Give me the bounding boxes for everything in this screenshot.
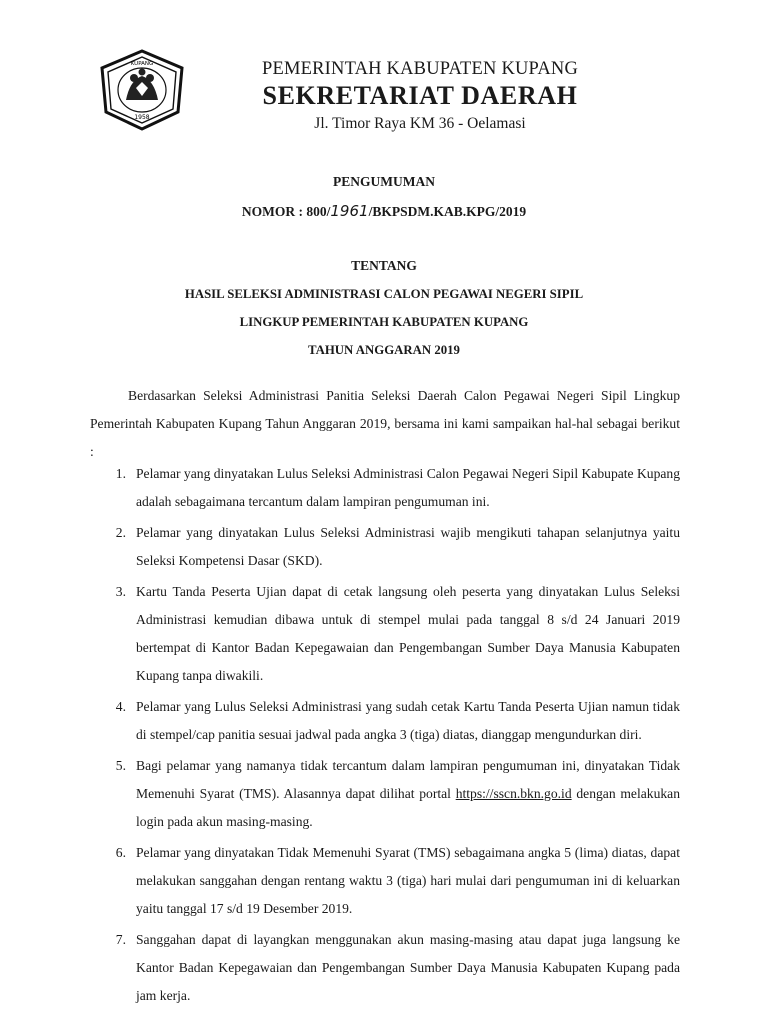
list-item: 4. Pelamar yang Lulus Seleksi Administrasi yang sudah cetak Kartu Tanda Peserta Ujian namun tidak di stempel/cap panitia sesuai jadwal pada angka 3 (tiga) diatas, dianggap mengundurkan diri.	[115, 699, 680, 742]
list-item: 1. Pelamar yang dinyatakan Lulus Seleksi Administrasi Calon Pegawai Negeri Sipil Kabupate Kupang adalah sebagaimana tercantum dalam lampiran pengumuman ini.	[115, 466, 681, 509]
letterhead-address: Jl. Timor Raya KM 36 - Oelamasi	[314, 115, 526, 132]
announcement-list	[90, 460, 680, 1013]
list-item: 2. Pelamar yang dinyatakan Lulus Seleksi Administrasi wajib mengikuti tahapan selanjutnya yaitu Seleksi Kompetensi Dasar (SKD).	[115, 525, 680, 568]
subject-line-2: LINGKUP PEMERINTAH KABUPATEN KUPANG	[239, 315, 529, 329]
intro-paragraph: Berdasarkan Seleksi Administrasi Panitia Seleksi Daerah Calon Pegawai Negeri Sipil Lingkup Pemerintah Kabupaten Kupang Tahun Anggaran 2019, bersama ini kami sampaikan hal-hal sebagai berikut :	[90, 388, 680, 459]
letterhead-government: PEMERINTAH KABUPATEN KUPANG	[261, 59, 579, 79]
announcement-title: PENGUMUMAN	[333, 174, 435, 189]
list-item: 3. Kartu Tanda Peserta Ujian dapat di cetak langsung oleh peserta yang dinyatakan Lulus Seleksi Administrasi kemudian dibawa untuk di stempel mulai pada tanggal 8 s/d 24 Januari 2019 bertempat di Kantor Badan Kepegawaian dan Pengembangan Sumber Daya Manusia Kabupaten Kupang tanpa diwakili.	[115, 584, 680, 683]
list-item: 6. Pelamar yang dinyatakan Tidak Memenuhi Syarat (TMS) sebagaimana angka 5 (lima) diatas, dapat melakukan sanggahan dengan rentang waktu 3 (tiga) hari mulai dari pengumuman ini di keluarkan yaitu tanggal 17 s/d 19 Desember 2019.	[115, 845, 680, 916]
kupang-regency-emblem	[96, 48, 188, 132]
letterhead-office: SEKRETARIAT DAERAH	[262, 81, 578, 110]
list-item: 7. Sanggahan dapat di layangkan menggunakan akun masing-masing atau dapat juga langsung ke Kantor Badan Kepegawaian dan Pengembangan Sumber Daya Manusia Kabupaten Kupang pada jam kerja.	[115, 932, 680, 1003]
svg-text:KUPANG: KUPANG	[130, 61, 154, 67]
svg-text:1958: 1958	[134, 114, 150, 121]
about-label: TENTANG	[351, 258, 417, 273]
letterhead	[200, 58, 640, 134]
list-item: 5. Bagi pelamar yang namanya tidak tercantum dalam lampiran pengumuman ini, dinyatakan Tidak Memenuhi Syarat (TMS). Alasannya dapat dilihat portal https://sscn.bkn.go.id dengan melakukan login pada akun masing-masing.	[115, 758, 680, 829]
announcement-number: NOMOR : 800/1961/BKPSDM.KAB.KPG/2019	[241, 202, 527, 220]
handwritten-number: 1961	[330, 202, 369, 220]
subject-line-3: TAHUN ANGGARAN 2019	[308, 343, 460, 357]
subject-line-1: HASIL SELEKSI ADMINISTRASI CALON PEGAWAI NEGERI SIPIL	[184, 287, 584, 301]
sscn-portal-link[interactable]: https://sscn.bkn.go.id	[455, 786, 572, 801]
